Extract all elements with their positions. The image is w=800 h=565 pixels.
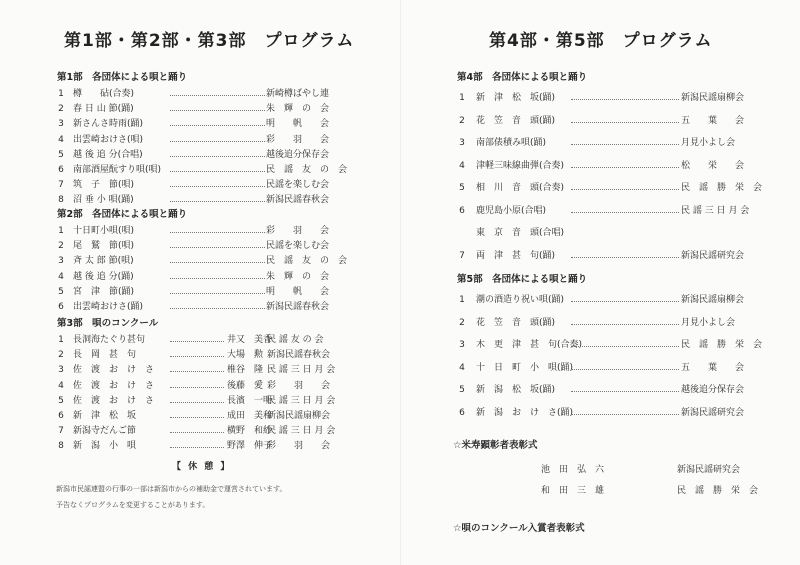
song-name: 南部酒屋酛すり唄(唄) [73,164,162,175]
award1-person-1: 池 田 弘 六 [541,465,605,475]
row-number: 2 [58,350,64,361]
program-row [401,110,800,133]
song-name: 佐 渡 お け さ [73,380,155,391]
song-name: 出雲崎おけさ(踊) [73,301,144,312]
row-number: 7 [58,426,64,437]
song-name: 木 更 津 甚 句(合奏) [476,340,583,350]
song-name: 新 潟 お け さ(踊) [476,407,574,418]
dotted-leader [571,346,679,347]
group-name: 民 謡 勝 栄 会 [681,183,763,193]
song-name: 新さんさ時雨(踊) [73,119,144,130]
contest-row [0,379,400,394]
song-name: 津軽三味線曲弾(合奏) [476,160,565,171]
group-name: 新潟民謡春秋会 [267,350,331,361]
row-number: 6 [58,301,64,312]
dotted-leader [170,447,224,448]
part1-section [0,70,400,209]
program-row [401,155,800,178]
row-number: 7 [58,180,64,191]
program-row [401,379,800,402]
song-name: 新 津 松 坂 [73,410,137,421]
right-page-title: 第4部・第5部 プログラム [489,31,713,51]
row-number: 3 [459,138,465,148]
row-number: 3 [58,256,64,267]
program-row [0,239,400,254]
award1-person-2: 和 田 三 雄 [541,486,605,496]
group-name: 民謡を楽しむ会 [266,180,330,191]
row-number: 3 [58,365,64,376]
dotted-leader [170,341,224,342]
group-name: 民 謡 友 の 会 [266,256,348,267]
program-row [0,163,400,178]
program-row [401,245,800,268]
song-name: 花 笠 音 頭(踊) [476,317,556,328]
dotted-leader [170,402,224,403]
program-row [0,285,400,300]
song-name: 両 津 甚 句(踊) [476,250,556,261]
dotted-leader [170,371,224,372]
row-number: 1 [58,335,64,345]
contest-row [0,439,400,454]
program-row [0,102,400,117]
program-row [0,224,400,239]
group-name: 民 謡 三 日 月 会 [267,395,336,406]
contest-row [0,394,400,409]
song-name: 新 津 松 坂(踊) [476,93,556,103]
group-name: 新潟民謡扇柳会 [681,295,745,305]
song-name: 宮 津 節(踊) [73,286,135,297]
song-name: 出雲崎おけさ(唄) [73,134,144,145]
program-row [0,254,400,269]
break-label: 【 休 憩 】 [172,462,232,472]
song-name: 新 潟 小 唄 [73,441,137,452]
row-number: 4 [459,160,465,171]
award1-group-1: 新潟民謡研究会 [677,465,741,475]
dotted-leader [571,369,679,370]
program-row [0,87,400,102]
row-number: 6 [459,205,465,216]
award2-heading: ☆唄のコンクール入賞者表彰式 [453,523,585,534]
dotted-leader [571,257,679,258]
part2-section [0,207,400,315]
song-name: 春 日 山 節(踊) [73,104,134,115]
song-name: 斉 太 郎 節(唄) [73,256,134,267]
row-number: 2 [459,317,465,328]
row-number: 7 [459,250,465,261]
dotted-leader [571,414,679,415]
performer-name: 椎谷 隆 [227,365,264,376]
group-name: 朱 輝 の 会 [266,271,330,282]
dotted-leader [170,125,265,126]
song-name: 潮の酒造り祝い唄(踊) [476,295,565,305]
contest-row [0,363,400,378]
group-name: 彩 羽 会 [267,380,331,391]
row-number: 2 [58,241,64,252]
dotted-leader [571,122,679,123]
song-name: 十 日 町 小 唄(踊) [476,362,574,373]
part2-rows [0,224,400,315]
dotted-leader [571,167,679,168]
program-row [0,270,400,285]
dotted-leader [571,212,679,213]
dotted-leader [170,247,265,248]
dotted-leader [170,387,224,388]
row-number: 1 [459,295,465,305]
group-name: 彩 羽 会 [267,441,331,452]
group-name: 新潟民謡春秋会 [266,301,330,312]
group-name: 新潟民謡研究会 [681,250,745,261]
program-row [401,312,800,335]
dotted-leader [170,262,265,263]
row-number: 5 [58,149,64,160]
song-name: 花 笠 音 頭(踊) [476,115,556,126]
group-name: 民 謡 三 日 月 会 [267,426,336,437]
song-name: 長洞海たぐり甚句 [73,335,146,345]
song-name: 相 川 音 頭(合奏) [476,183,565,193]
group-name: 民 謡 三 日 月 会 [681,205,750,216]
group-name: 民 謡 勝 栄 会 [681,340,763,350]
song-name: 筑 子 節(唄) [73,180,135,191]
part5-section [401,272,800,424]
contest-row [0,348,400,363]
group-name: 新潟民謡春秋会 [266,195,330,206]
row-number: 8 [58,441,64,452]
award1-group-2: 民 謡 勝 栄 会 [677,486,759,496]
right-page [400,0,800,565]
group-name: 五 葉 会 [681,362,745,373]
program-row [401,357,800,380]
award1-heading: ☆米寿顕彰者表彰式 [453,440,538,451]
group-name: 民 謡 友 の 会 [266,164,348,175]
group-name: 新潟民謡扇柳会 [681,93,745,103]
program-row [0,300,400,315]
row-number: 6 [459,407,465,418]
song-name: 十日町小唄(唄) [73,226,135,236]
row-number: 1 [58,89,64,99]
program-row [401,200,800,223]
song-name: 尾 鷲 節(唄) [73,241,135,252]
dotted-leader [170,201,265,202]
dotted-leader [170,141,265,142]
song-name: 佐 渡 お け さ [73,395,155,406]
row-number: 2 [459,115,465,126]
row-number: 6 [58,164,64,175]
part4-section [401,70,800,267]
song-name: 越 後 追 分(合唱) [73,149,143,160]
part4-rows [401,87,800,267]
part4-heading: 第4部 各団体による唄と踊り [457,72,588,83]
performer-name: 井又 美香 [227,335,273,345]
group-name: 明 帆 会 [266,286,330,297]
dotted-leader [170,232,265,233]
row-number: 1 [58,226,64,236]
program-row [0,148,400,163]
row-number: 1 [459,93,465,103]
program-row [401,132,800,155]
row-number: 4 [58,380,64,391]
program-row [401,289,800,312]
dotted-leader [170,356,224,357]
dotted-leader [571,391,679,392]
dotted-leader [170,110,265,111]
note-subsidy: 新潟市民謡連盟の行事の一部は新潟市からの補助金で運営されています。 [56,485,287,493]
contest-row [0,409,400,424]
song-name: 長 岡 甚 句 [73,350,137,361]
group-name: 明 帆 会 [266,119,330,130]
dotted-leader [170,417,224,418]
dotted-leader [170,156,265,157]
row-number: 2 [58,104,64,115]
group-name: 松 栄 会 [681,160,745,171]
part5-heading: 第5部 各団体による唄と踊り [457,274,588,285]
row-number: 3 [459,340,465,350]
group-name: 新潟民謡扇柳会 [267,410,331,421]
program-row [0,133,400,148]
program-row [401,87,800,110]
row-number: 3 [58,119,64,130]
dotted-leader [170,293,265,294]
left-page-title: 第1部・第2部・第3部 プログラム [64,31,355,51]
performer-name: 長濱 一明 [227,395,273,406]
row-number: 5 [459,183,465,193]
part3-rows [0,333,400,455]
dotted-leader [571,301,679,302]
group-name: 越後追分保存会 [681,385,745,395]
song-name: 東 京 音 頭(合唱) [476,228,565,238]
row-number: 5 [58,395,64,406]
group-name: 朱 輝 の 会 [266,104,330,115]
dotted-leader [571,99,679,100]
part1-heading: 第1部 各団体による唄と踊り [57,72,188,83]
dotted-leader [170,432,224,433]
performer-name: 野澤 伸子 [227,441,273,452]
row-number: 6 [58,410,64,421]
group-name: 月見小よし会 [681,317,736,328]
group-name: 新潟民謡研究会 [681,407,745,418]
dotted-leader [571,324,679,325]
program-row [0,178,400,193]
program-row [401,177,800,200]
part1-rows [0,87,400,209]
row-number: 4 [58,271,64,282]
performer-name: 大場 勲 [227,350,264,361]
part2-heading: 第2部 各団体による唄と踊り [57,209,188,220]
dotted-leader [571,189,679,190]
song-name: 新 潟 松 坂(踊) [476,385,556,395]
group-name: 彩 羽 会 [266,134,330,145]
dotted-leader [170,186,265,187]
group-name: 新崎樽ばやし連 [266,89,330,99]
row-number: 5 [459,385,465,395]
performer-name: 成田 美和 [227,410,273,421]
dotted-leader [170,308,265,309]
contest-row [0,424,400,439]
group-name: 民謡を楽しむ会 [266,241,330,252]
song-name: 新潟寺だんご節 [73,426,137,437]
dotted-leader [170,95,265,96]
dotted-leader [170,278,265,279]
part5-rows [401,289,800,424]
row-number: 4 [459,362,465,373]
song-name: 南部俵積み唄(踊) [476,138,547,148]
group-name: 民 謡 友 の 会 [267,335,324,345]
row-number: 8 [58,195,64,206]
contest-row [0,333,400,348]
group-name: 民 謡 三 日 月 会 [267,365,336,376]
program-row [401,334,800,357]
song-name: 佐 渡 お け さ [73,365,155,376]
row-number: 4 [58,134,64,145]
part3-heading: 第3部 唄のコンクール [57,318,159,329]
dotted-leader [170,171,265,172]
song-name: 樽 砧(合奏) [73,89,135,99]
group-name: 越後追分保存会 [266,149,330,160]
dotted-leader [571,144,679,145]
song-name: 沼 垂 小 唄(踊) [73,195,134,206]
note-change: 予告なくプログラムを変更することがあります。 [56,501,210,509]
program-row [401,402,800,425]
group-name: 彩 羽 会 [266,226,330,236]
song-name: 鹿児島小原(合唱) [476,205,547,216]
performer-name: 横野 和紗 [227,426,273,437]
song-name: 越 後 追 分(踊) [73,271,134,282]
performer-name: 後藤 愛 [227,380,264,391]
program-row [0,117,400,132]
program-row [401,222,800,245]
group-name: 月見小よし会 [681,138,736,148]
group-name: 五 葉 会 [681,115,745,126]
part3-section [0,316,400,455]
row-number: 5 [58,286,64,297]
